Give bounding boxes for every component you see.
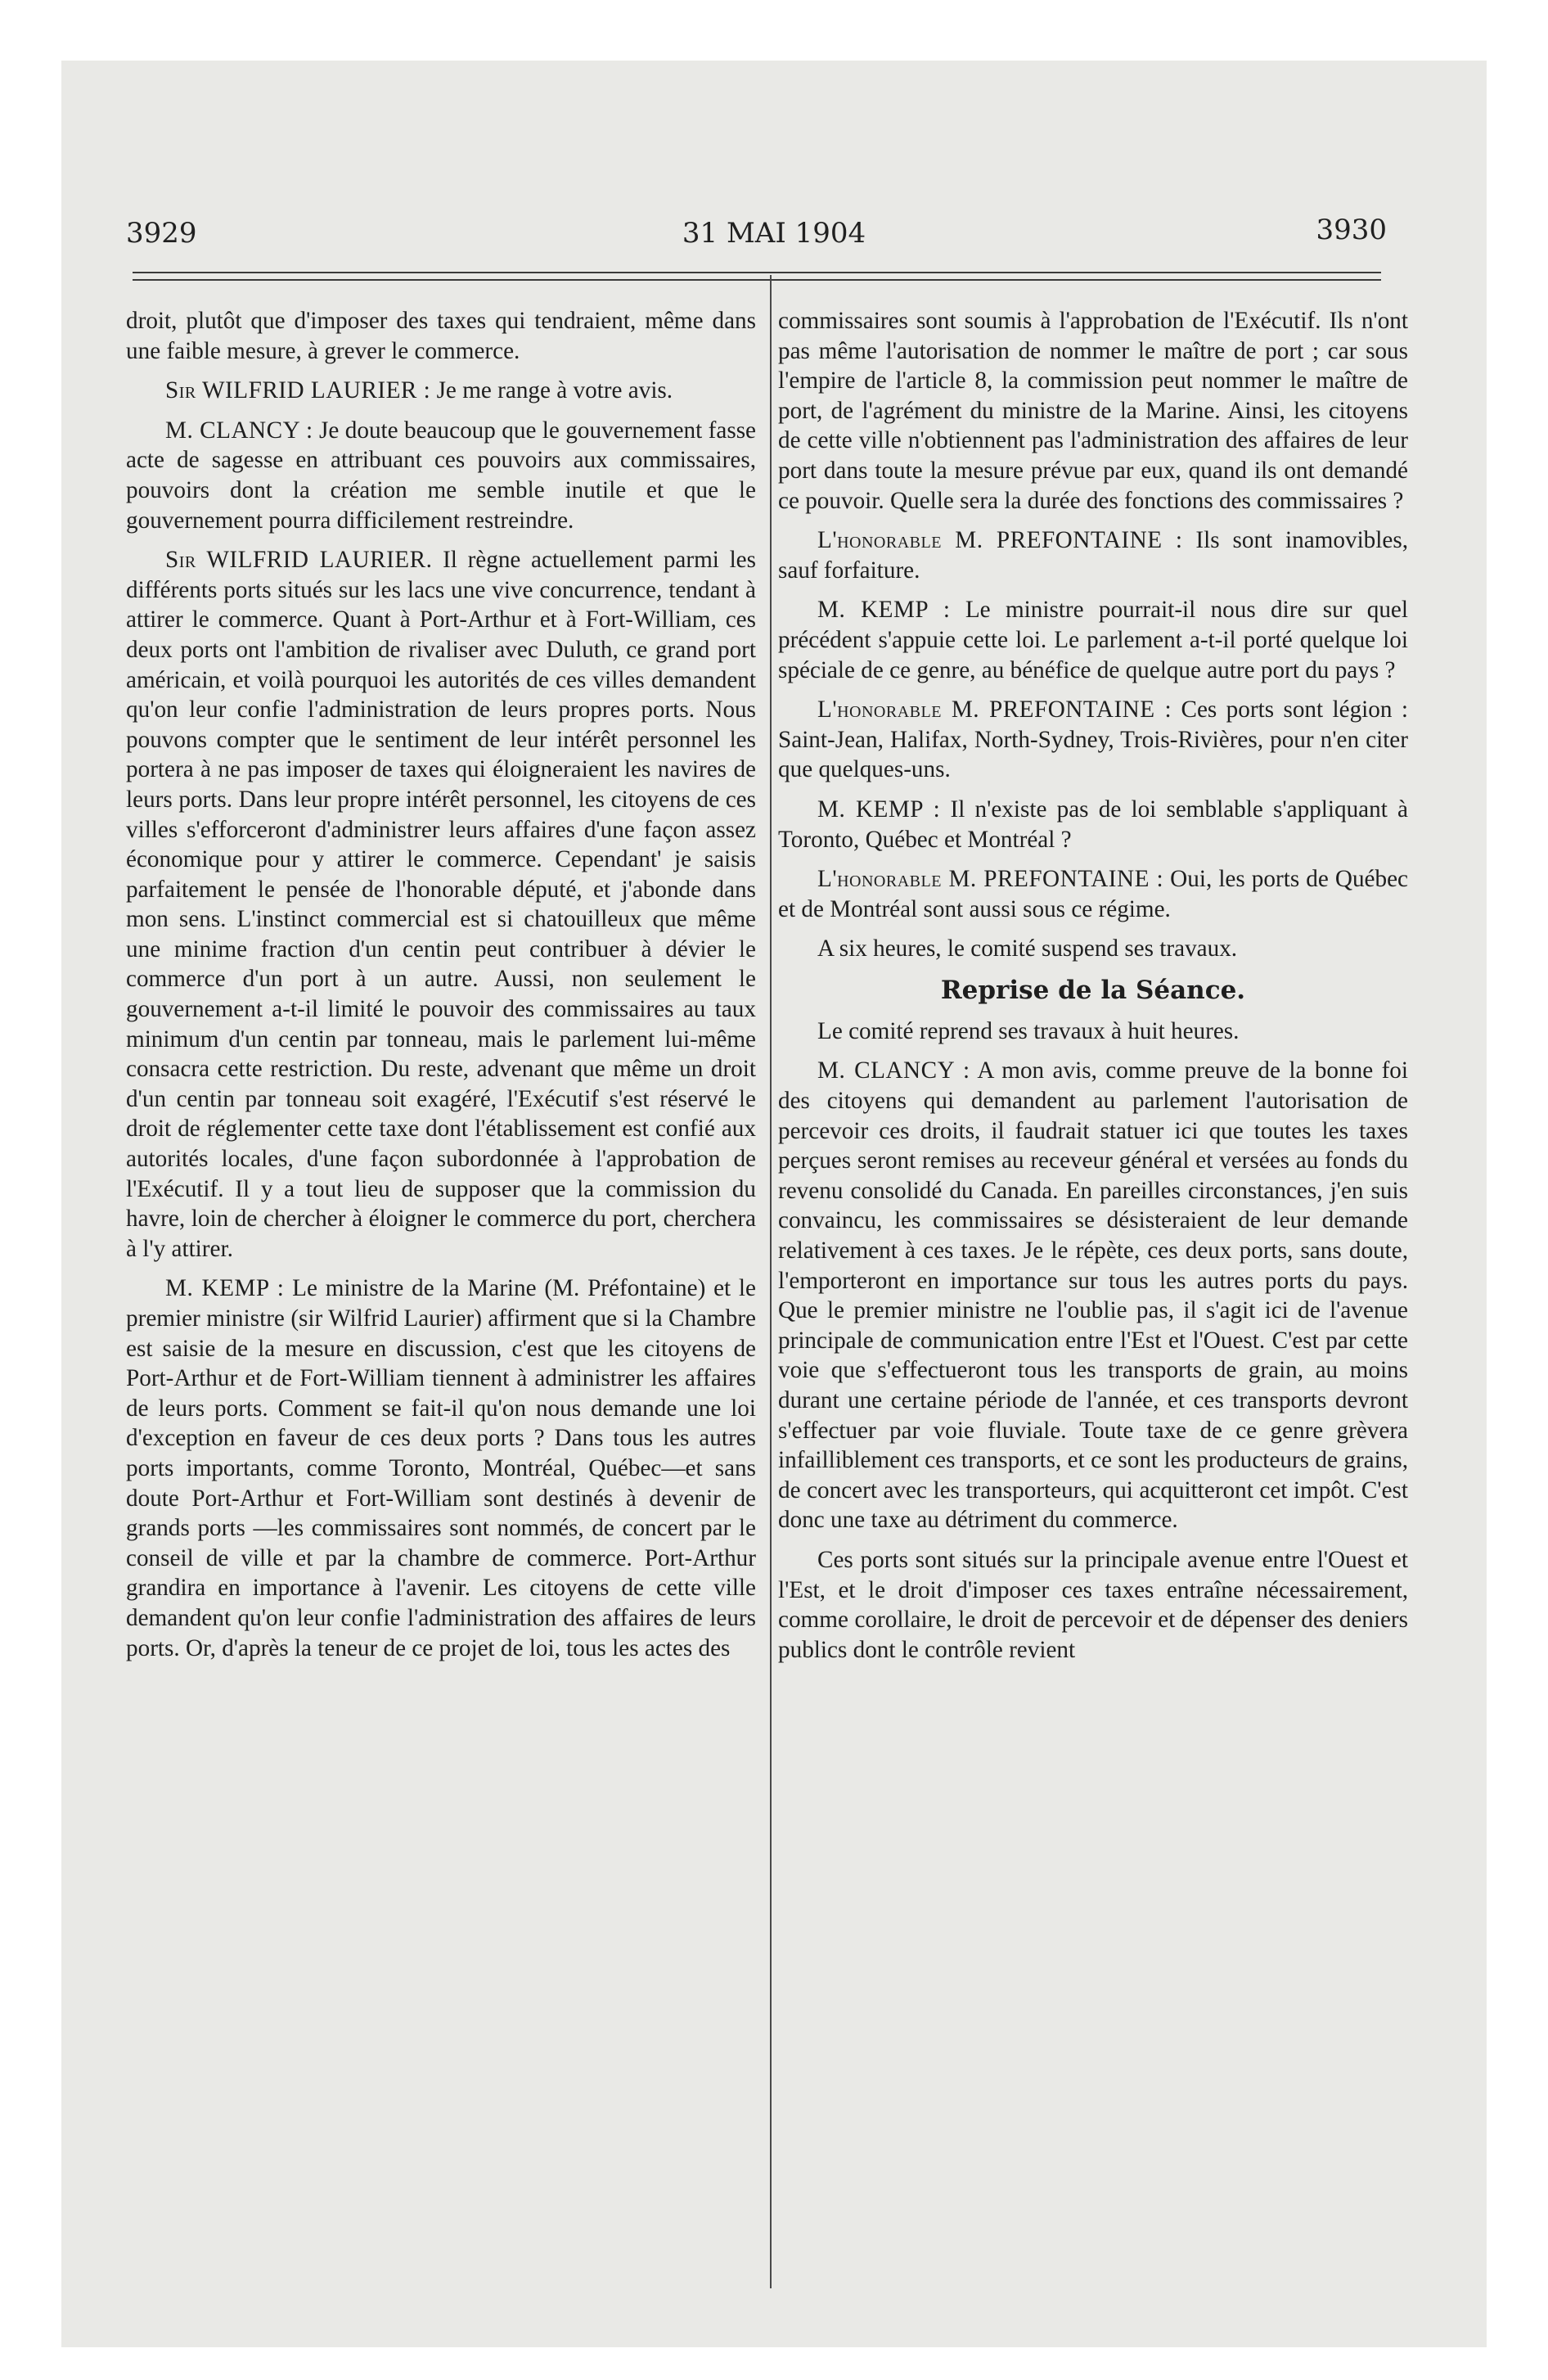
paragraph-text: Ces ports sont situés sur la principale avenue entre l'Ouest et l'Est, et le droit d'imposer ces taxes entraîne nécessairement, comme corollaire, le droit de percevoir et de dépenser des deniers publics dont le contrôle revient — [778, 1546, 1408, 1663]
header-rule-bottom — [133, 279, 1381, 281]
speaker-name: M. CLANCY : — [165, 417, 313, 444]
paragraph — [778, 1545, 1408, 1665]
paragraph — [778, 306, 1408, 516]
paragraph — [126, 545, 756, 1264]
paragraph — [778, 1016, 1408, 1047]
paragraph-text: Ils sont inamovibles, sauf forfaiture. — [778, 527, 1408, 584]
paragraph — [778, 934, 1408, 964]
speaker-name: Sir WILFRID LAURIER : — [165, 377, 431, 404]
paragraph — [778, 795, 1408, 854]
paragraph — [126, 416, 756, 535]
paragraph-text: commissaires sont soumis à l'approbation de l'Exécutif. Ils n'ont pas même l'autorisation de nommer le maître de port ; car sous l'empire de l'article 8, la commission peut nommer le maître de port, de l'agrément du ministre de la Marine. Ainsi, les citoyens de cette ville n'obtiennent pas l'administration des affaires de leur port dans toute la mesure prévue par eux, quand ils ont demandé ce pouvoir. Quelle sera la durée des fonctions des commissaires ? — [778, 308, 1408, 514]
section-heading: Reprise de la Séance. — [940, 975, 1246, 1005]
paragraph — [126, 376, 756, 406]
paragraph — [778, 695, 1408, 785]
paragraph-text: Ces ports sont légion : Saint-Jean, Halifax, North-Sydney, Trois-Rivières, pour n'en citer que quelques-uns. — [778, 696, 1408, 783]
speaker-name: M. CLANCY : — [817, 1057, 970, 1084]
page-number-left: 3929 — [126, 217, 197, 250]
paragraph-text: Je me range à votre avis. — [436, 377, 673, 404]
column-divider — [770, 275, 772, 2288]
paragraph — [778, 525, 1408, 585]
paragraph-text: droit, plutôt que d'imposer des taxes qui tendraient, même dans une faible mesure, à grever le commerce. — [126, 308, 756, 364]
paragraph-text: Le ministre pourrait-il nous dire sur quel précédent s'appuie cette loi. Le parlement a-t-il porté quelque loi spéciale de ce genre, au bénéfice de quelque autre port du pays ? — [778, 597, 1408, 683]
paragraph — [778, 1056, 1408, 1535]
speaker-name: L'honorable M. PREFONTAINE : — [817, 866, 1164, 893]
paragraph-text: A mon avis, comme preuve de la bonne foi des citoyens qui demandent au parlement l'autorisation de percevoir ces droits, il faudrait statuer ici que toutes les taxes perçues seront remises au receveur général et versées au fonds du revenu consolidé du Canada. En pareilles circonstances, j'en suis convaincu, les commissaires se désisteraient de leur demande relativement à ces taxes. Je le répète, ces deux ports, sans doute, l'emporteront en importance sur tous les autres ports du pays. Que le premier ministre ne l'oublie pas, il s'agit ici de l'avenue principale de communication entre l'Est et l'Ouest. C'est par cette voie que s'effectueront tous les transports de grain, au moins durant une certaine période de l'année, et ces transports devront s'effectuer par voie fluviale. Toute taxe de ce genre grèvera infailliblement ces transports, et ce sont les producteurs de grains, de concert avec les transporteurs, qui acquitteront cet impôt. C'est donc une taxe au détriment du commerce. — [778, 1057, 1408, 1534]
paragraph — [126, 306, 756, 366]
speaker-name: M. KEMP : — [817, 796, 941, 823]
speaker-name: L'honorable M. PREFONTAINE : — [817, 696, 1172, 723]
paragraph — [778, 864, 1408, 924]
paragraph — [126, 1273, 756, 1663]
speaker-name: M. KEMP : — [165, 1275, 285, 1302]
speaker-name: Sir WILFRID LAURIER. — [165, 547, 433, 574]
right-column — [778, 306, 1408, 1675]
paragraph-text: Il n'existe pas de loi semblable s'appliquant à Toronto, Québec et Montréal ? — [778, 796, 1408, 853]
paragraph-text: Oui, les ports de Québec et de Montréal sont aussi sous ce régime. — [778, 866, 1408, 922]
paragraph-text: Je doute beaucoup que le gouvernement fasse acte de sagesse en attribuant ces pouvoirs aux commissaires, pouvoirs dont la création me semble inutile et que le gouvernement pourra difficilement restreindre. — [126, 417, 757, 534]
paragraph-text: Le comité reprend ses travaux à huit heures. — [817, 1017, 1240, 1044]
scanned-page — [61, 61, 1487, 2347]
paragraph — [778, 595, 1408, 685]
paragraph-text: Le ministre de la Marine (M. Préfontaine) et le premier ministre (sir Wilfrid Laurier) affirment que si la Chambre est saisie de la mesure en discussion, c'est que les citoyens de Port-Arthur et de Fort-William tiennent à administrer les affaires de leurs ports. Comment se fait-il qu'on nous demande une loi d'exception en faveur de ces deux ports ? Dans tous les autres ports importants, comme Toronto, Montréal, Québec—et sans doute Port-Arthur et Fort-William sont destinés à devenir de grands ports —les commissaires sont nommés, de concert par le conseil de ville et par la chambre de commerce. Port-Arthur grandira en importance à l'avenir. Les citoyens de cette ville demandent qu'on leur confie l'administration des affaires de leurs ports. Or, d'après la teneur de ce projet de loi, tous les actes des — [126, 1275, 756, 1661]
speaker-name: L'honorable M. PREFONTAINE : — [817, 527, 1183, 554]
speaker-name: M. KEMP : — [817, 597, 951, 624]
paragraph-text: A six heures, le comité suspend ses travaux. — [817, 935, 1238, 962]
left-column — [126, 306, 756, 1673]
paragraph-text: Il règne actuellement parmi les différents ports situés sur les lacs une vive concurrence, tendant à attirer le commerce. Quant à Port-Arthur et à Fort-William, ces deux ports ont l'ambition de rivaliser avec Duluth, ce grand port américain, et voilà pourquoi les autorités de ces villes demandent qu'on leur confie l'administration de leurs propres ports. Nous pouvons compter que le sentiment de leur intérêt personnel les portera à ne pas imposer de taxes qui éloigneraient les navires de leurs ports. Dans leur propre intérêt personnel, les citoyens de ces villes s'efforceront d'administrer leurs affaires d'une façon assez économique pour y attirer le commerce. Cependant' je saisis parfaitement le pensée de l'honorable député, et j'abonde dans mon sens. L'instinct commercial est si chatouilleux que même une minime fraction d'un centin peut contribuer à dévier le commerce d'un port à un autre. Aussi, non seulement le gouvernement a-t-il limité le pouvoir des commissaires au taux minimum d'un centin par tonneau, mais le parlement lui-même consacra cette restriction. Du reste, advenant que même un droit d'un centin par tonneau soit exagéré, l'Exécutif s'est réservé le droit de réglementer cette taxe dont l'établissement est confié aux autorités locales, d'une façon subordonnée à l'approbation de l'Exécutif. Il y a tout lieu de supposer que la commission du havre, loin de chercher à éloigner le commerce du port, cherchera à l'y attirer. — [126, 547, 756, 1262]
page-number-right: 3930 — [1316, 214, 1387, 246]
page-date: 31 MAI 1904 — [682, 217, 866, 250]
header-rule-top — [133, 272, 1381, 273]
